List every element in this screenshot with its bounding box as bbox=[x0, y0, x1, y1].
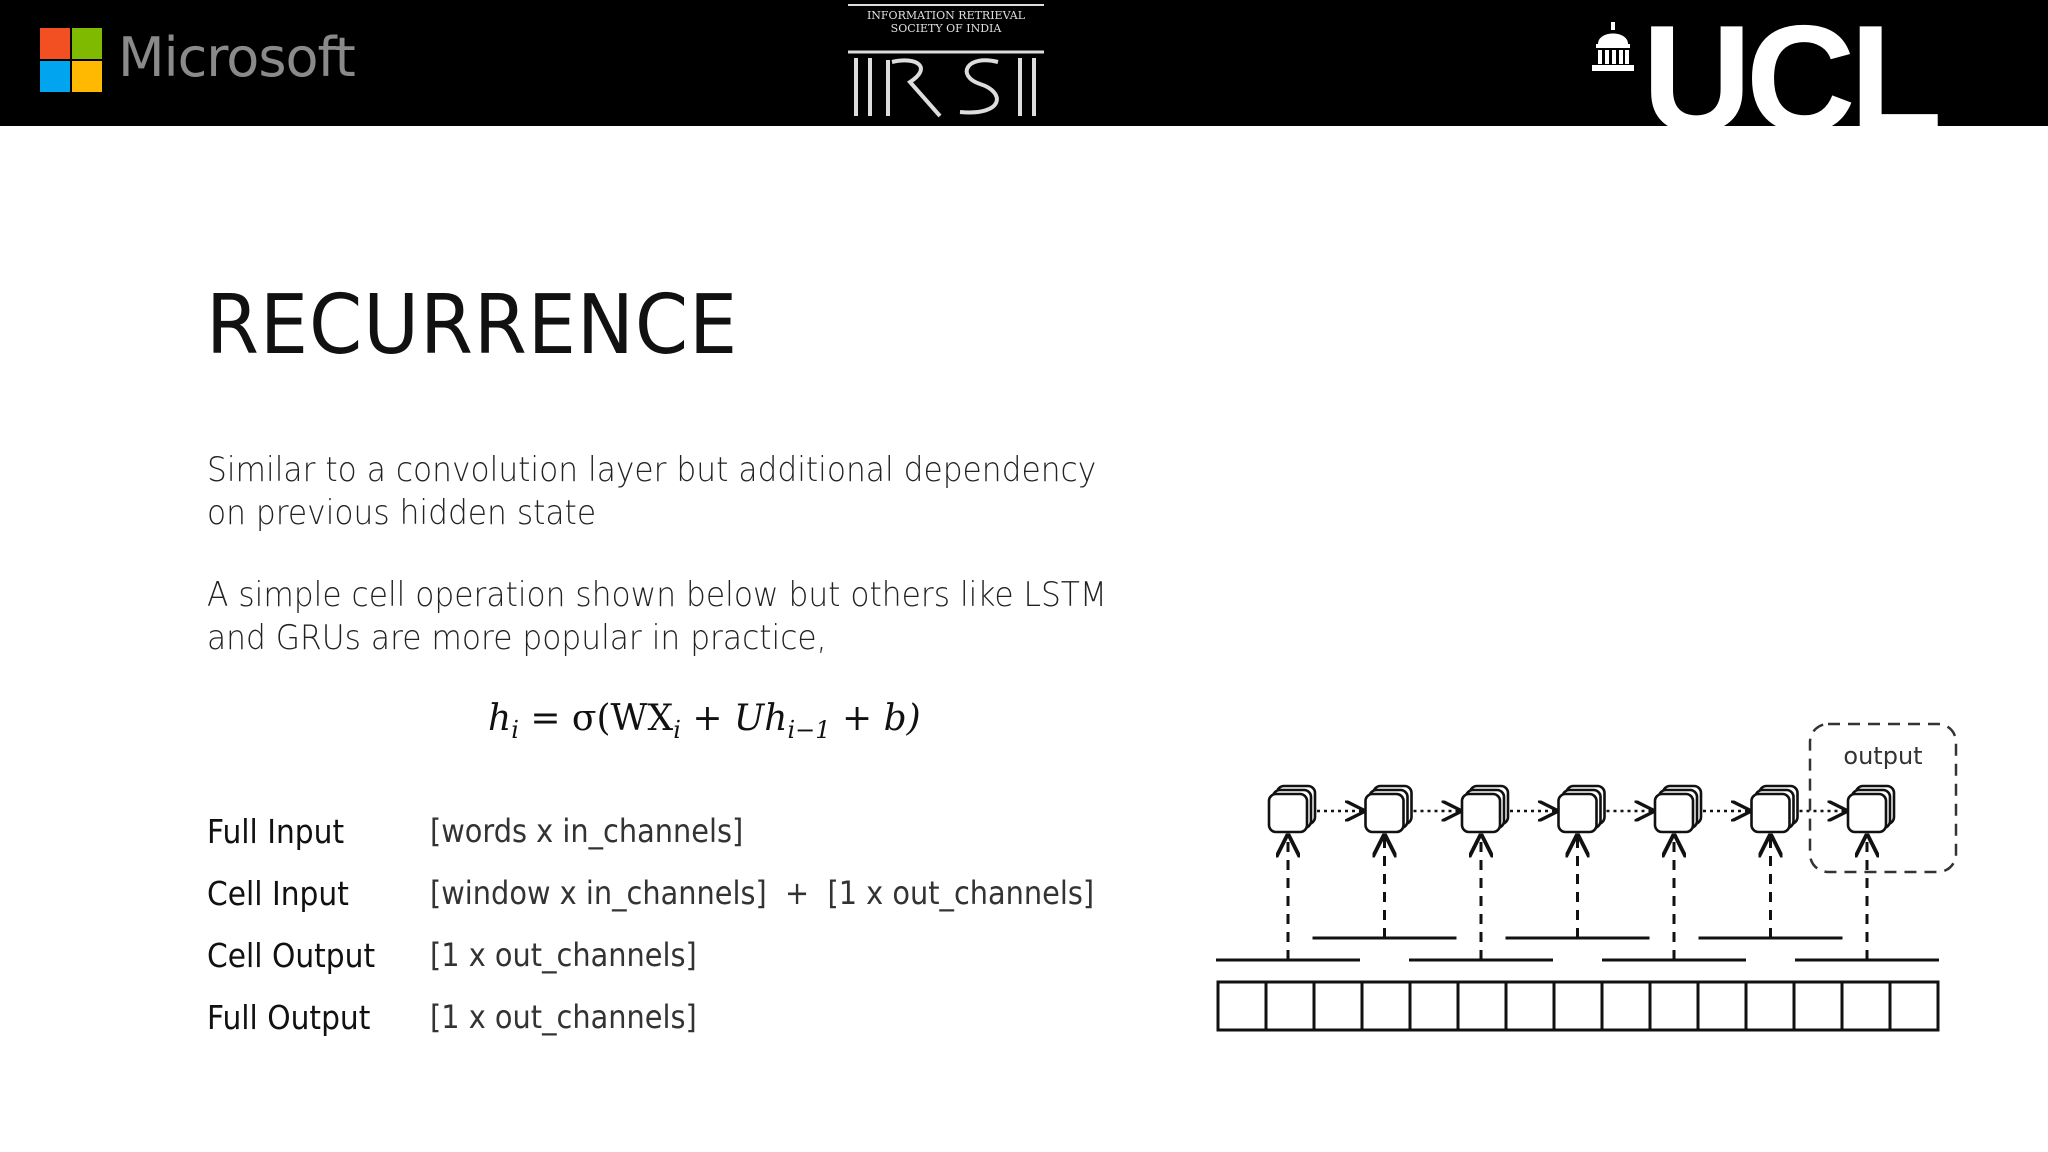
row-label-full-input: Full Input bbox=[207, 812, 345, 851]
row-value-full-output: [1 x out_channels] bbox=[430, 998, 697, 1036]
input-box bbox=[1554, 982, 1602, 1030]
cell-square bbox=[1559, 794, 1597, 832]
irsi-caption: INFORMATION RETRIEVAL SOCIETY OF INDIA bbox=[848, 4, 1044, 35]
row-label-cell-input: Cell Input bbox=[207, 874, 349, 913]
slide-title: RECURRENCE bbox=[206, 278, 739, 373]
input-box bbox=[1842, 982, 1890, 1030]
microsoft-wordmark: Microsoft bbox=[118, 26, 355, 89]
ucl-wordmark: UCL bbox=[1642, 0, 1937, 164]
input-box bbox=[1650, 982, 1698, 1030]
row-label-full-output: Full Output bbox=[207, 998, 371, 1037]
paragraph-2: A simple cell operation shown below but others like LSTM and GRUs are more popular in practice, bbox=[207, 575, 1107, 658]
cell-square bbox=[1366, 794, 1404, 832]
input-box bbox=[1698, 982, 1746, 1030]
cell-square bbox=[1655, 794, 1693, 832]
input-box bbox=[1266, 982, 1314, 1030]
input-box bbox=[1362, 982, 1410, 1030]
cell-square bbox=[1752, 794, 1790, 832]
irsi-logo-icon bbox=[848, 46, 1044, 122]
input-box bbox=[1890, 982, 1938, 1030]
input-box bbox=[1314, 982, 1362, 1030]
ucl-dome-icon bbox=[1592, 22, 1634, 74]
microsoft-logo-icon bbox=[40, 28, 102, 92]
input-box bbox=[1506, 982, 1554, 1030]
recurrence-diagram bbox=[1208, 714, 1964, 1038]
equation: $h_i = \sigma(WX_i + Uh_{i-1} + b)$ bbox=[488, 698, 921, 745]
row-value-cell-input: [window x in_channels] + [1 x out_channels] bbox=[430, 874, 1095, 912]
row-value-full-input: [words x in_channels] bbox=[430, 812, 744, 850]
row-label-cell-output: Cell Output bbox=[207, 936, 376, 975]
cell-square bbox=[1848, 794, 1886, 832]
input-box bbox=[1794, 982, 1842, 1030]
header-bar bbox=[0, 0, 2048, 164]
row-value-cell-output: [1 x out_channels] bbox=[430, 936, 697, 974]
input-box bbox=[1218, 982, 1266, 1030]
paragraph-1: Similar to a convolution layer but additional dependency on previous hidden state bbox=[207, 450, 1097, 533]
input-box bbox=[1410, 982, 1458, 1030]
cell-square bbox=[1462, 794, 1500, 832]
input-box bbox=[1458, 982, 1506, 1030]
cell-square bbox=[1269, 794, 1307, 832]
input-box bbox=[1602, 982, 1650, 1030]
input-box bbox=[1746, 982, 1794, 1030]
output-label: output bbox=[1843, 742, 1923, 770]
